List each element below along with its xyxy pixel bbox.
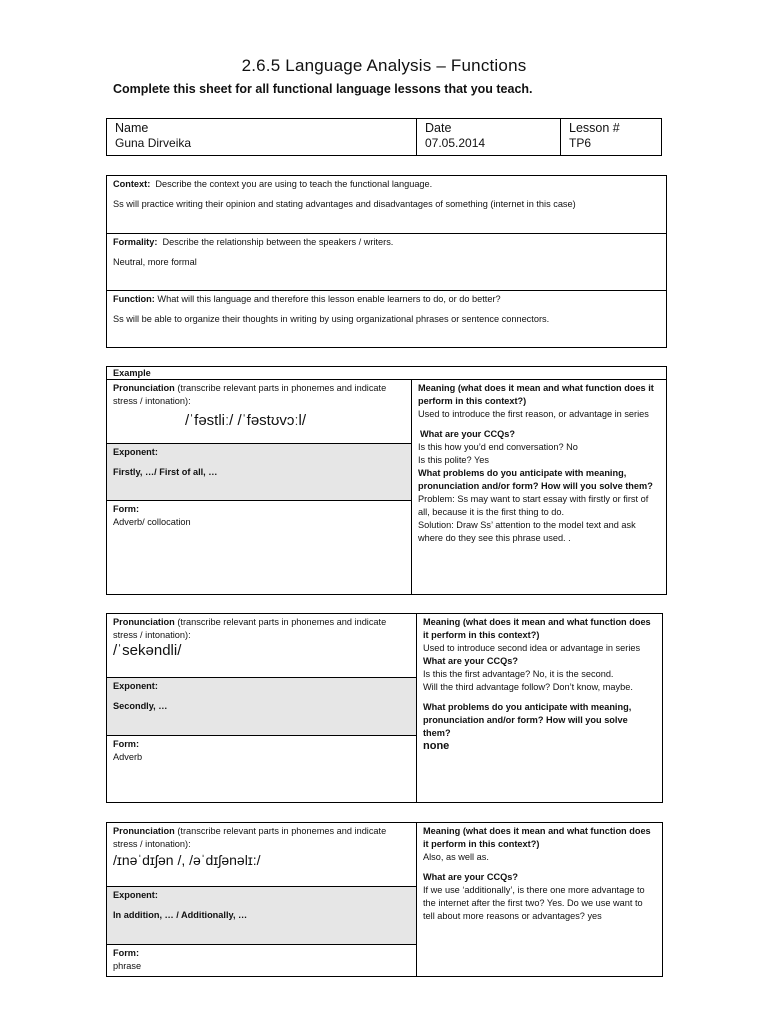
ccq-1: Is this the first advantage? No, it is the second. (423, 669, 614, 679)
problems-label: What problems do you anticipate with meaning, pronunciation and/or form? How will you solve them? (418, 468, 653, 491)
header-table (106, 118, 662, 156)
solution-text: Solution: Draw Ss’ attention to the model text and ask where do they see this phrase used. . (418, 520, 636, 543)
form-label: Form: (113, 739, 140, 749)
pronunciation-prompt: (transcribe relevant parts in phonemes and indicate stress / intonation): (113, 617, 387, 640)
example-exponent-cell (107, 444, 412, 501)
formality-prompt: Describe the relationship between the speakers / writers. (162, 237, 394, 247)
formality-answer: Neutral, more formal (113, 257, 197, 267)
context-table (106, 175, 667, 348)
ccq-label: What are your CCQs? (423, 656, 518, 666)
meaning-value: Used to introduce the first reason, or advantage in series (418, 409, 649, 419)
exponent-value: In addition, … / Additionally, … (113, 910, 248, 920)
meaning-label: Meaning (what does it mean and what function does it perform in this context?) (423, 826, 651, 849)
ccq-value: If we use ‘additionally’, is there one more advantage to the internet after the first two? Yes. Do we use want to tell about more reasons or advantages? yes (423, 885, 645, 921)
ccq-label: What are your CCQs? (420, 429, 515, 439)
context-answer: Ss will practice writing their opinion and stating advantages and disadvantages of something (internet in this case) (113, 199, 576, 209)
pronunciation-value: /ɪnəˈdɪʃən /, /əˈdɪʃənəlɪ:/ (113, 852, 261, 868)
pronunciation-prompt: (transcribe relevant parts in phonemes and indicate stress / intonation): (113, 826, 387, 849)
context-prompt: Describe the context you are using to teach the functional language. (155, 179, 433, 189)
additionally-table (106, 822, 663, 977)
page-title: 2.6.5 Language Analysis – Functions (241, 56, 527, 75)
form-label: Form: (113, 504, 140, 514)
problems-label: What problems do you anticipate with meaning, pronunciation and/or form? How will you solve them? (423, 702, 632, 738)
meaning-label: Meaning (what does it mean and what function does it perform in this context?) (423, 617, 651, 640)
problems-value: none (423, 740, 450, 752)
ccq-2: Is this polite? Yes (418, 455, 489, 465)
exponent-value: Firstly, …/ First of all, … (113, 467, 218, 477)
pronunciation-label: Pronunciation (113, 617, 175, 627)
pronunciation-label: Pronunciation (113, 826, 175, 836)
ccq-1: Is this how you’d end conversation? No (418, 442, 578, 452)
secondly-exponent-cell (107, 678, 417, 736)
example-table (106, 366, 667, 595)
secondly-form-cell (107, 736, 417, 803)
example-meaning-cell (412, 380, 667, 595)
page-subtitle: Complete this sheet for all functional language lessons that you teach. (113, 82, 533, 96)
exponent-label: Exponent: (113, 890, 158, 900)
context-cell (107, 176, 667, 234)
name-label: Name (115, 121, 149, 135)
additionally-meaning-cell (417, 823, 663, 977)
form-value: phrase (113, 961, 142, 971)
additionally-pronunciation-cell (107, 823, 417, 887)
form-value: Adverb (113, 752, 143, 762)
lesson-label: Lesson # (569, 121, 620, 135)
example-pronunciation-cell (107, 380, 412, 444)
secondly-meaning-cell (417, 614, 663, 803)
exponent-label: Exponent: (113, 681, 158, 691)
name-value: Guna Dirveika (115, 136, 192, 150)
pronunciation-value: /ˈfəstliː/ /ˈfəstʊvɔːl/ (185, 412, 307, 429)
function-cell (107, 291, 667, 348)
example-heading: Example (107, 367, 667, 380)
function-answer: Ss will be able to organize their thoughts in writing by using organizational phrases or sentence connectors. (113, 314, 550, 324)
exponent-value: Secondly, … (113, 701, 168, 711)
date-value: 07.05.2014 (425, 136, 486, 150)
pronunciation-value: /ˈsekəndli/ (113, 642, 182, 659)
pronunciation-label: Pronunciation (113, 383, 175, 393)
meaning-value: Also, as well as. (423, 852, 489, 862)
lesson-value: TP6 (569, 136, 592, 150)
problem-text: Problem: Ss may want to start essay with firstly or first of all, because it is the first thing to do. (418, 494, 649, 517)
exponent-label: Exponent: (113, 447, 158, 457)
form-value: Adverb/ collocation (113, 517, 191, 527)
pronunciation-prompt: (transcribe relevant parts in phonemes and indicate stress / intonation): (113, 383, 387, 406)
formality-cell (107, 234, 667, 291)
date-cell (417, 119, 561, 156)
formality-label: Formality: (113, 237, 158, 247)
meaning-value: Used to introduce second idea or advantage in series (423, 643, 641, 653)
function-label: Function: (113, 294, 155, 304)
context-label: Context: (113, 179, 151, 189)
ccq-2: Will the third advantage follow? Don’t know, maybe. (423, 682, 633, 692)
name-cell (107, 119, 417, 156)
lesson-cell (561, 119, 662, 156)
ccq-label: What are your CCQs? (423, 872, 518, 882)
secondly-pronunciation-cell (107, 614, 417, 678)
secondly-table (106, 613, 663, 803)
meaning-label: Meaning (what does it mean and what function does it perform in this context?) (418, 383, 654, 406)
function-prompt: What will this language and therefore this lesson enable learners to do, or do better? (157, 294, 501, 304)
form-label: Form: (113, 948, 140, 958)
additionally-form-cell (107, 945, 417, 977)
date-label: Date (425, 121, 452, 135)
example-form-cell (107, 501, 412, 595)
additionally-exponent-cell (107, 887, 417, 945)
